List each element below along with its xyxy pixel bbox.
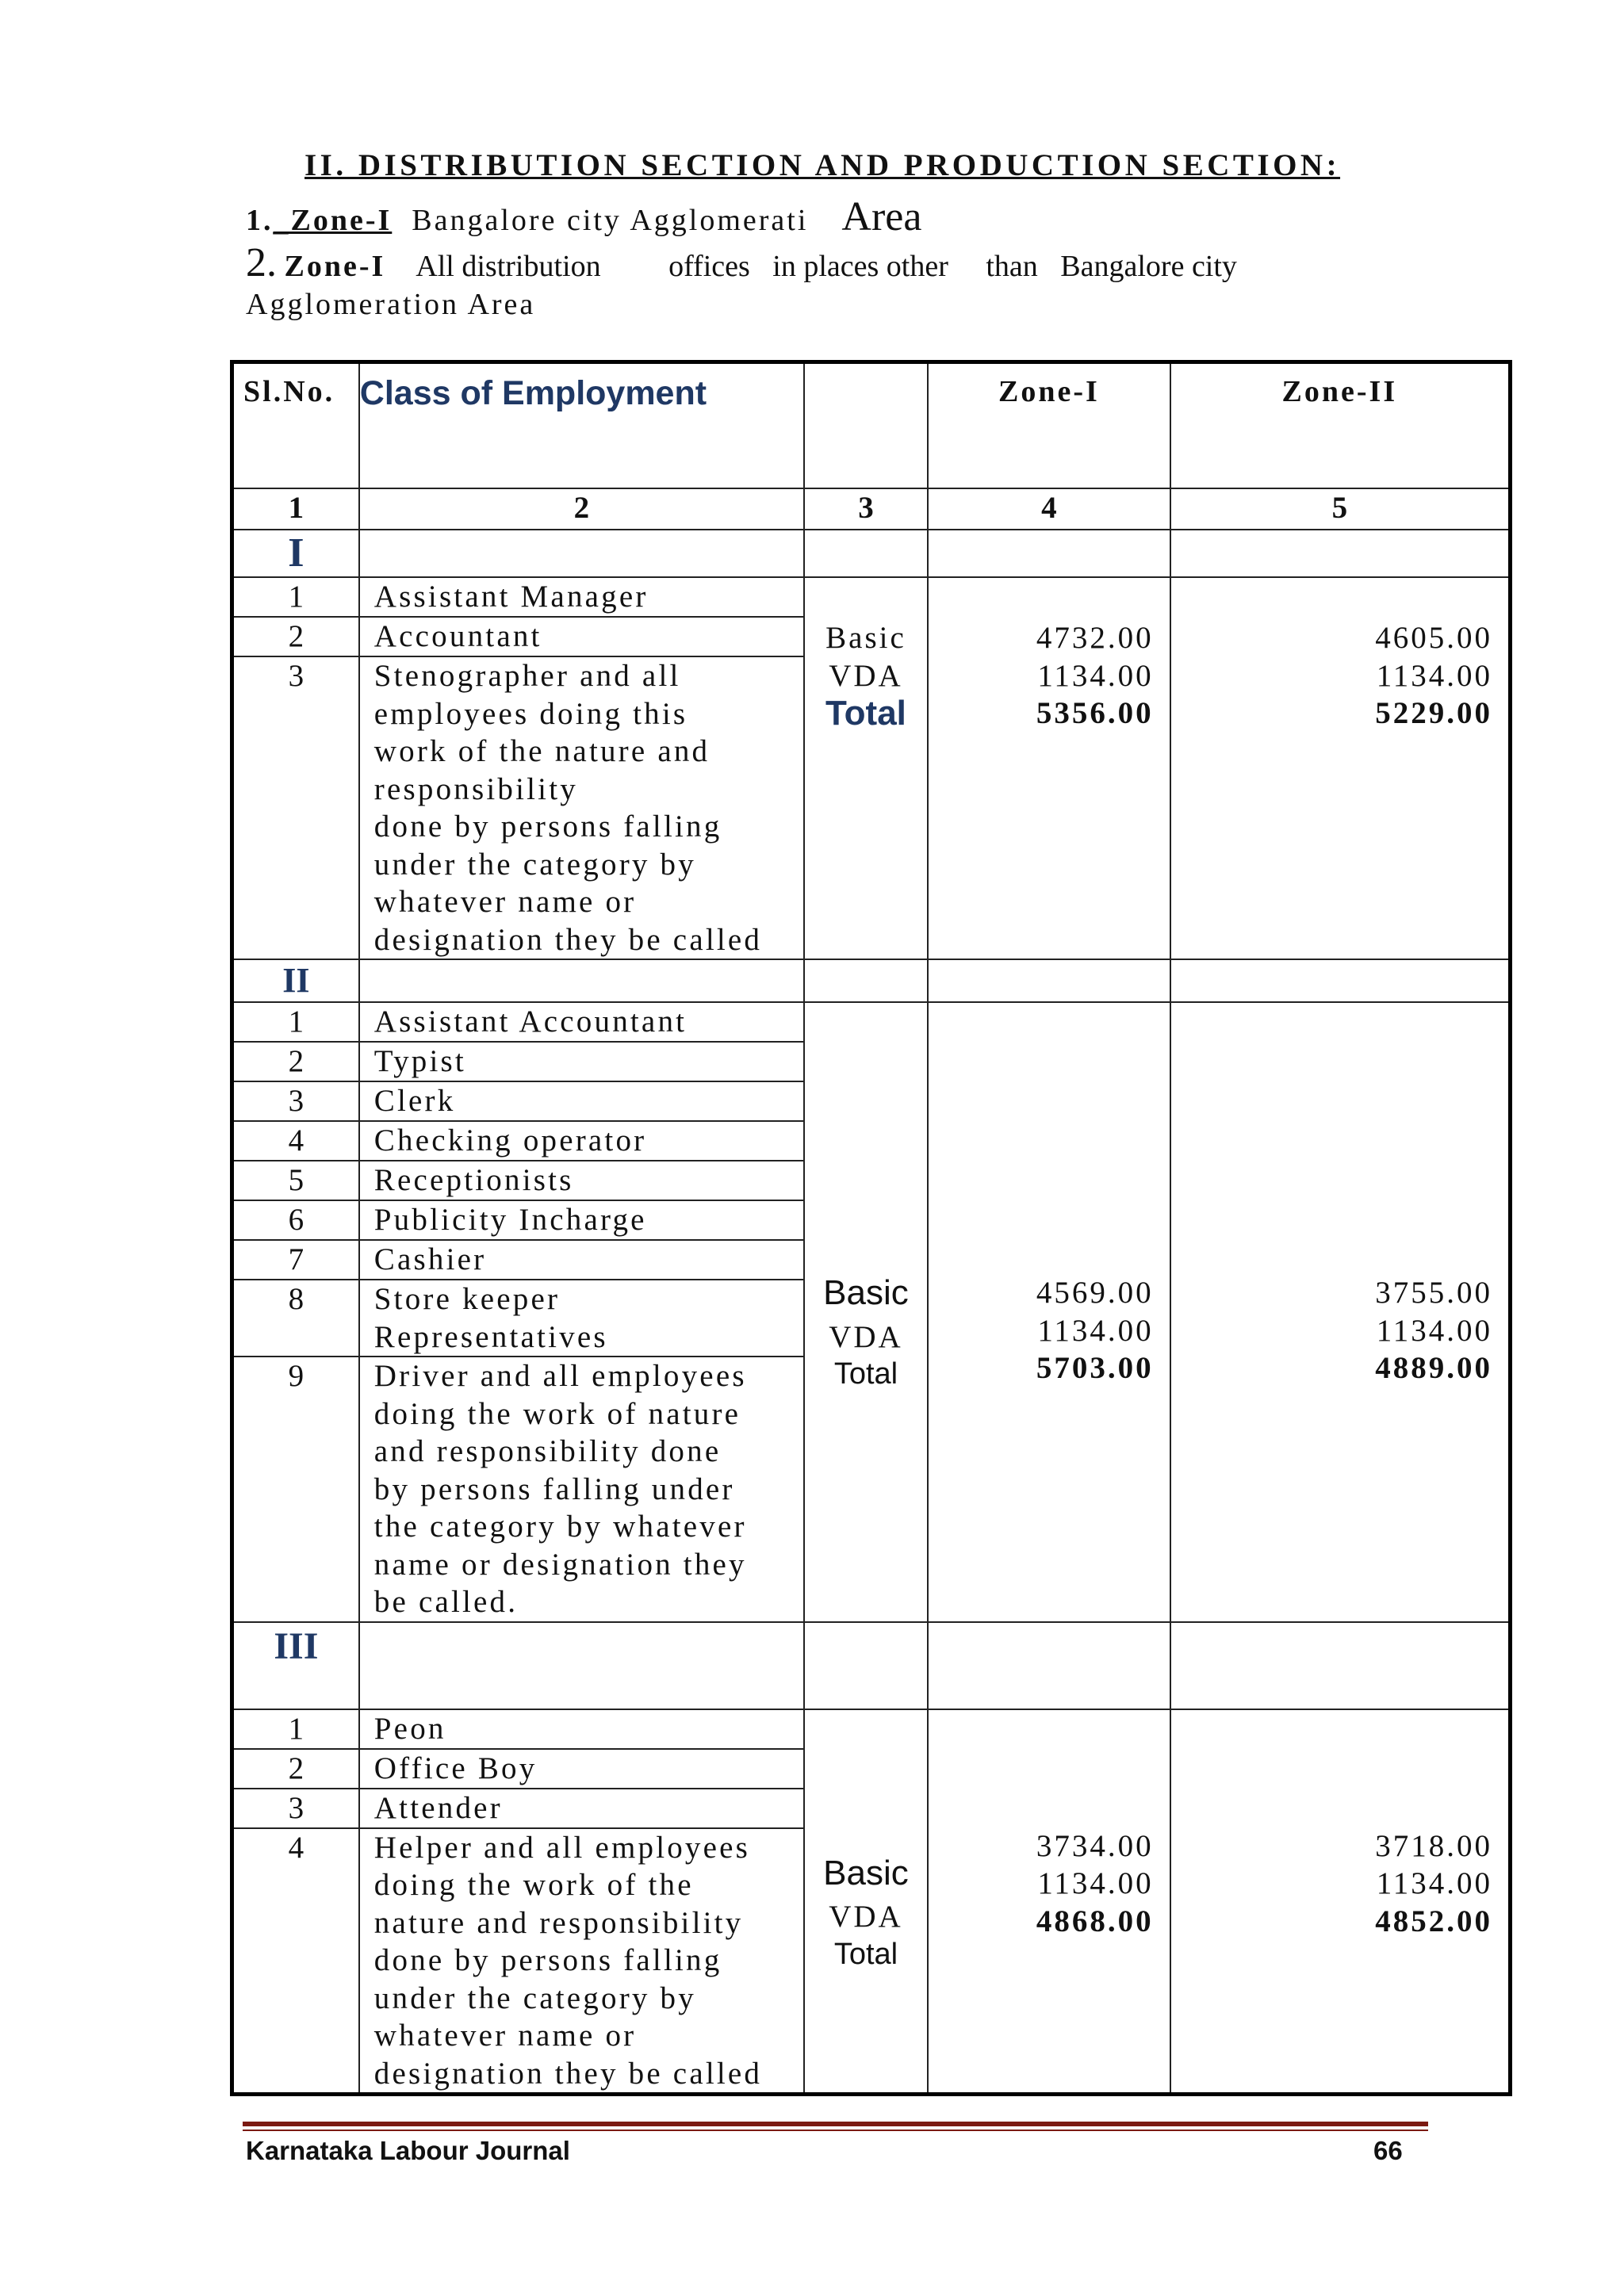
zone-line-1-text: Bangalore city Agglomerati — [412, 204, 809, 237]
journal-name: Karnataka Labour Journal — [246, 2136, 570, 2165]
row-number: 4 — [232, 1828, 359, 2095]
zone-line-2 — [246, 239, 1237, 286]
zone-1-vda: 1134.00 — [1037, 1313, 1154, 1348]
employment-class-multiline — [359, 1828, 804, 2095]
group-heading-row — [232, 530, 1511, 577]
class-line: done by persons falling — [373, 809, 722, 844]
pay-component-labels — [804, 1709, 928, 2095]
employment-class-multiline — [359, 1357, 804, 1622]
footer-rule-thin — [243, 2130, 1428, 2131]
employment-class: Typist — [359, 1042, 804, 1081]
zone-2-basic: 3718.00 — [1375, 1828, 1492, 1863]
group-heading-row — [232, 1622, 1511, 1709]
employment-class: Assistant Manager — [359, 577, 804, 617]
zone-2-vda: 1134.00 — [1376, 1313, 1492, 1348]
zone-line-2-text: All distribution offices in places other than Bangalore city — [416, 250, 1237, 283]
class-line: under the category by — [373, 1980, 696, 2015]
class-line: the category by whatever — [373, 1510, 747, 1544]
row-number: 3 — [232, 656, 359, 959]
table-row — [232, 1002, 1511, 1042]
row-number: 3 — [232, 1789, 359, 1828]
zone-line-1-number: 1. — [246, 204, 274, 237]
zone-1-amounts — [928, 1709, 1170, 2095]
column-number: 5 — [1170, 488, 1511, 530]
class-line: under the category by — [373, 847, 696, 882]
class-line: Store keeper — [373, 1282, 561, 1316]
vda-label: VDA — [829, 1900, 903, 1934]
header-zone-2: Zone-II — [1170, 362, 1511, 489]
employment-class-multiline — [359, 1280, 804, 1357]
basic-label: Basic — [825, 621, 906, 655]
zone-1-vda: 1134.00 — [1037, 1866, 1154, 1900]
class-line: employees doing this — [373, 696, 688, 731]
zone-line-1 — [246, 193, 921, 240]
employment-class: Checking operator — [359, 1121, 804, 1161]
class-line: Driver and all employees — [373, 1359, 747, 1393]
class-line: Stenographer and all — [373, 659, 681, 693]
zone-line-1-zone: _Zone-I — [273, 204, 393, 237]
table-row — [232, 1709, 1511, 1749]
zone-1-total: 5356.00 — [1036, 696, 1154, 730]
section-title: II. DISTRIBUTION SECTION AND PRODUCTION SECTION: — [304, 148, 1341, 182]
column-number: 3 — [804, 488, 928, 530]
zone-2-amounts — [1170, 577, 1511, 959]
zone-2-basic: 4605.00 — [1375, 621, 1492, 655]
total-label: Total — [833, 1357, 898, 1391]
row-number: 1 — [232, 577, 359, 617]
vda-label: VDA — [829, 1319, 903, 1354]
column-number: 1 — [232, 488, 359, 530]
row-number: 6 — [232, 1200, 359, 1240]
basic-label: Basic — [823, 1273, 909, 1312]
zone-2-amounts — [1170, 1709, 1511, 2095]
class-line: Representatives — [373, 1319, 608, 1354]
employment-class: Peon — [359, 1709, 804, 1749]
pay-component-labels — [804, 1002, 928, 1622]
header-col3 — [804, 362, 928, 489]
group-heading-row — [232, 959, 1511, 1002]
class-line: whatever name or — [373, 885, 637, 919]
group-numeral: III — [232, 1622, 359, 1709]
header-slno: Sl.No. — [232, 362, 359, 489]
class-line: done by persons falling — [373, 1943, 722, 1977]
header-class-of-employment: Class of Employment — [359, 362, 804, 489]
page-number: 66 — [1373, 2136, 1403, 2165]
class-line: Helper and all employees — [373, 1830, 751, 1865]
employment-class: Office Boy — [359, 1749, 804, 1789]
column-number: 2 — [359, 488, 804, 530]
zone-1-amounts — [928, 577, 1170, 959]
zone-1-basic: 4732.00 — [1036, 621, 1154, 655]
row-number: 5 — [232, 1161, 359, 1200]
row-number: 3 — [232, 1081, 359, 1121]
employment-class: Publicity Incharge — [359, 1200, 804, 1240]
employment-class: Cashier — [359, 1240, 804, 1280]
zone-2-total: 4852.00 — [1375, 1904, 1492, 1938]
zone-1-basic: 3734.00 — [1036, 1828, 1154, 1863]
employment-class: Receptionists — [359, 1161, 804, 1200]
row-number: 2 — [232, 617, 359, 656]
zone-line-2-zone: Zone-I — [284, 250, 386, 283]
employment-class: Accountant — [359, 617, 804, 656]
zone-2-total: 4889.00 — [1375, 1351, 1492, 1385]
employment-class: Clerk — [359, 1081, 804, 1121]
zone-2-vda: 1134.00 — [1376, 658, 1492, 693]
pay-scale-table — [230, 360, 1512, 2096]
class-line: responsibility — [373, 771, 578, 806]
row-number: 1 — [232, 1002, 359, 1042]
pay-component-labels — [804, 577, 928, 959]
zone-2-vda: 1134.00 — [1376, 1866, 1492, 1900]
class-line: work of the nature and — [373, 734, 710, 768]
column-number-row — [232, 488, 1511, 530]
group-numeral: I — [232, 530, 359, 577]
class-line: doing the work of the — [373, 1868, 694, 1902]
header-zone-1: Zone-I — [928, 362, 1170, 489]
employment-class: Assistant Accountant — [359, 1002, 804, 1042]
footer-rule — [243, 2122, 1428, 2126]
zone-1-basic: 4569.00 — [1036, 1276, 1154, 1310]
row-number: 4 — [232, 1121, 359, 1161]
zone-1-vda: 1134.00 — [1037, 658, 1154, 693]
table-header-row — [232, 362, 1511, 489]
basic-label: Basic — [823, 1853, 909, 1892]
row-number: 8 — [232, 1280, 359, 1357]
class-line: by persons falling under — [373, 1471, 735, 1506]
class-line: and responsibility done — [373, 1434, 722, 1468]
total-label: Total — [825, 694, 906, 733]
row-number: 1 — [232, 1709, 359, 1749]
zone-1-amounts — [928, 1002, 1170, 1622]
class-line: designation they be called — [373, 922, 763, 957]
row-number: 2 — [232, 1749, 359, 1789]
employment-class: Attender — [359, 1789, 804, 1828]
total-label: Total — [833, 1937, 898, 1971]
table-row — [232, 577, 1511, 617]
class-line: name or designation they — [373, 1547, 747, 1582]
zone-line-2-number: 2. — [246, 240, 277, 285]
zone-2-amounts — [1170, 1002, 1511, 1622]
class-line: be called. — [373, 1585, 519, 1619]
vda-label: VDA — [829, 658, 903, 693]
class-line: doing the work of nature — [373, 1396, 741, 1431]
employment-class-multiline — [359, 656, 804, 959]
zone-line-2-continued: Agglomeration Area — [246, 288, 536, 321]
class-line: nature and responsibility — [373, 1905, 744, 1940]
zone-2-total: 5229.00 — [1375, 696, 1492, 730]
column-number: 4 — [928, 488, 1170, 530]
row-number: 9 — [232, 1357, 359, 1622]
group-numeral: II — [232, 959, 359, 1002]
class-line: whatever name or — [373, 2019, 637, 2053]
zone-1-total: 4868.00 — [1036, 1904, 1154, 1938]
zone-1-total: 5703.00 — [1036, 1351, 1154, 1385]
zone-2-basic: 3755.00 — [1375, 1276, 1492, 1310]
zone-line-1-area: Area — [841, 194, 922, 239]
row-number: 7 — [232, 1240, 359, 1280]
row-number: 2 — [232, 1042, 359, 1081]
class-line: designation they be called — [373, 2056, 763, 2091]
